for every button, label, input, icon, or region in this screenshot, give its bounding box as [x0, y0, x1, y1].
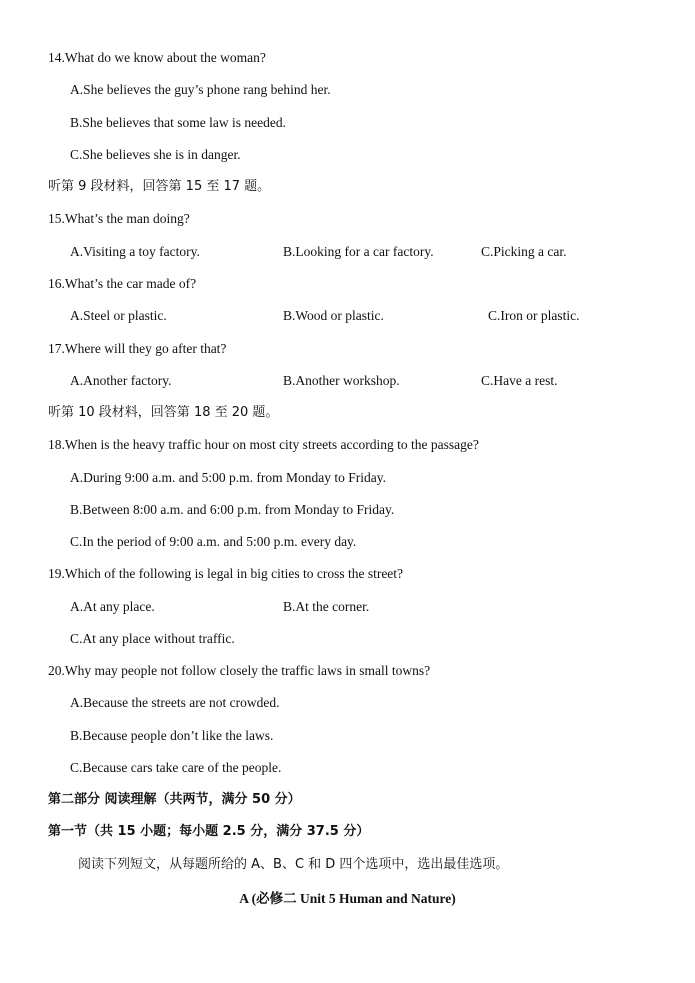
q18-stem: 18.When is the heavy traffic hour on most city streets according to the passage? — [48, 437, 479, 452]
q16-stem: 16.What’s the car made of? — [48, 276, 197, 291]
section-1-heading: 第一节（共 15 小题；每小题 2.5 分，满分 37.5 分） — [48, 824, 370, 839]
q20-option-a: A.Because the streets are not crowded. — [70, 695, 280, 710]
q16-option-a: A.Steel or plastic. — [70, 308, 167, 323]
q17-stem: 17.Where will they go after that? — [48, 341, 227, 356]
passage-title: A (必修二 Unit 5 Human and Nature) — [239, 891, 456, 906]
q17-option-c: C.Have a rest. — [481, 373, 558, 388]
q15-option-b: B.Looking for a car factory. — [283, 244, 434, 259]
q14-option-b: B.She believes that some law is needed. — [70, 115, 286, 130]
q14-option-a: A.She believes the guy’s phone rang behind her. — [70, 82, 331, 97]
q15-option-c: C.Picking a car. — [481, 244, 567, 259]
q16-option-b: B.Wood or plastic. — [283, 308, 384, 323]
part-2-heading: 第二部分 阅读理解（共两节，满分 50 分） — [48, 792, 301, 807]
q20-option-b: B.Because people don’t like the laws. — [70, 728, 274, 743]
q16-option-c: C.Iron or plastic. — [488, 308, 580, 323]
q14-option-c: C.She believes she is in danger. — [70, 147, 241, 162]
q15-option-a: A.Visiting a toy factory. — [70, 244, 200, 259]
q19-option-c: C.At any place without traffic. — [70, 631, 235, 646]
q20-option-c: C.Because cars take care of the people. — [70, 760, 282, 775]
section-10-heading: 听第 10 段材料，回答第 18 至 20 题。 — [48, 405, 279, 420]
q18-option-a: A.During 9:00 a.m. and 5:00 p.m. from Monday to Friday. — [70, 470, 386, 485]
q19-stem: 19.Which of the following is legal in big cities to cross the street? — [48, 566, 404, 581]
q17-option-b: B.Another workshop. — [283, 373, 400, 388]
q15-stem: 15.What’s the man doing? — [48, 211, 190, 226]
q20-stem: 20.Why may people not follow closely the traffic laws in small towns? — [48, 663, 431, 678]
reading-instruction: 阅读下列短文，从每题所给的 A、B、C 和 D 四个选项中，选出最佳选项。 — [78, 857, 509, 872]
q19-option-a: A.At any place. — [70, 599, 155, 614]
section-9-heading: 听第 9 段材料，回答第 15 至 17 题。 — [48, 179, 271, 194]
q19-option-b: B.At the corner. — [283, 599, 370, 614]
q17-option-a: A.Another factory. — [70, 373, 172, 388]
q14-stem: 14.What do we know about the woman? — [48, 50, 266, 65]
q18-option-c: C.In the period of 9:00 a.m. and 5:00 p.m. every day. — [70, 534, 357, 549]
q18-option-b: B.Between 8:00 a.m. and 6:00 p.m. from Monday to Friday. — [70, 502, 395, 517]
